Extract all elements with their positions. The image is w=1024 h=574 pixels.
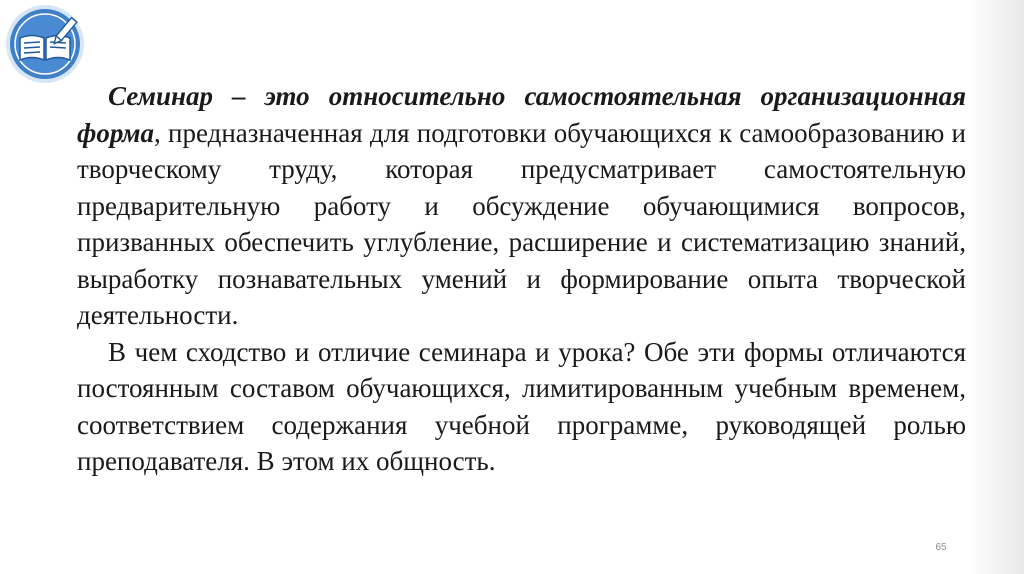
slide-body — [77, 78, 966, 480]
open-book-pencil-icon — [5, 4, 85, 84]
comparison-paragraph: В чем сходство и отличие семинара и урока? Обе эти формы отличаются постоянным составом обучающихся, лимитированным учебным временем, соответствием содержания учебной программе, руководящей ролью преподавателя. В этом их общность. — [77, 336, 966, 476]
page-number: 65 — [935, 542, 947, 553]
right-edge-shadow — [968, 0, 1024, 574]
logo — [5, 4, 85, 84]
definition-paragraph — [77, 78, 966, 334]
seminar-term: Семинар – это относительно самостоятельная организационная форма — [77, 81, 966, 148]
definition-text: , предназначенная для подготовки обучающихся к самообразованию и творческому труду, которая предусматривает самостоятельную предварительную работу и обсуждение обучающимися вопросов, призванных обеспечить углубление, расширение и систематизацию знаний, выработку познавательных умений и формирование опыта творческой деятельности. — [77, 117, 966, 330]
